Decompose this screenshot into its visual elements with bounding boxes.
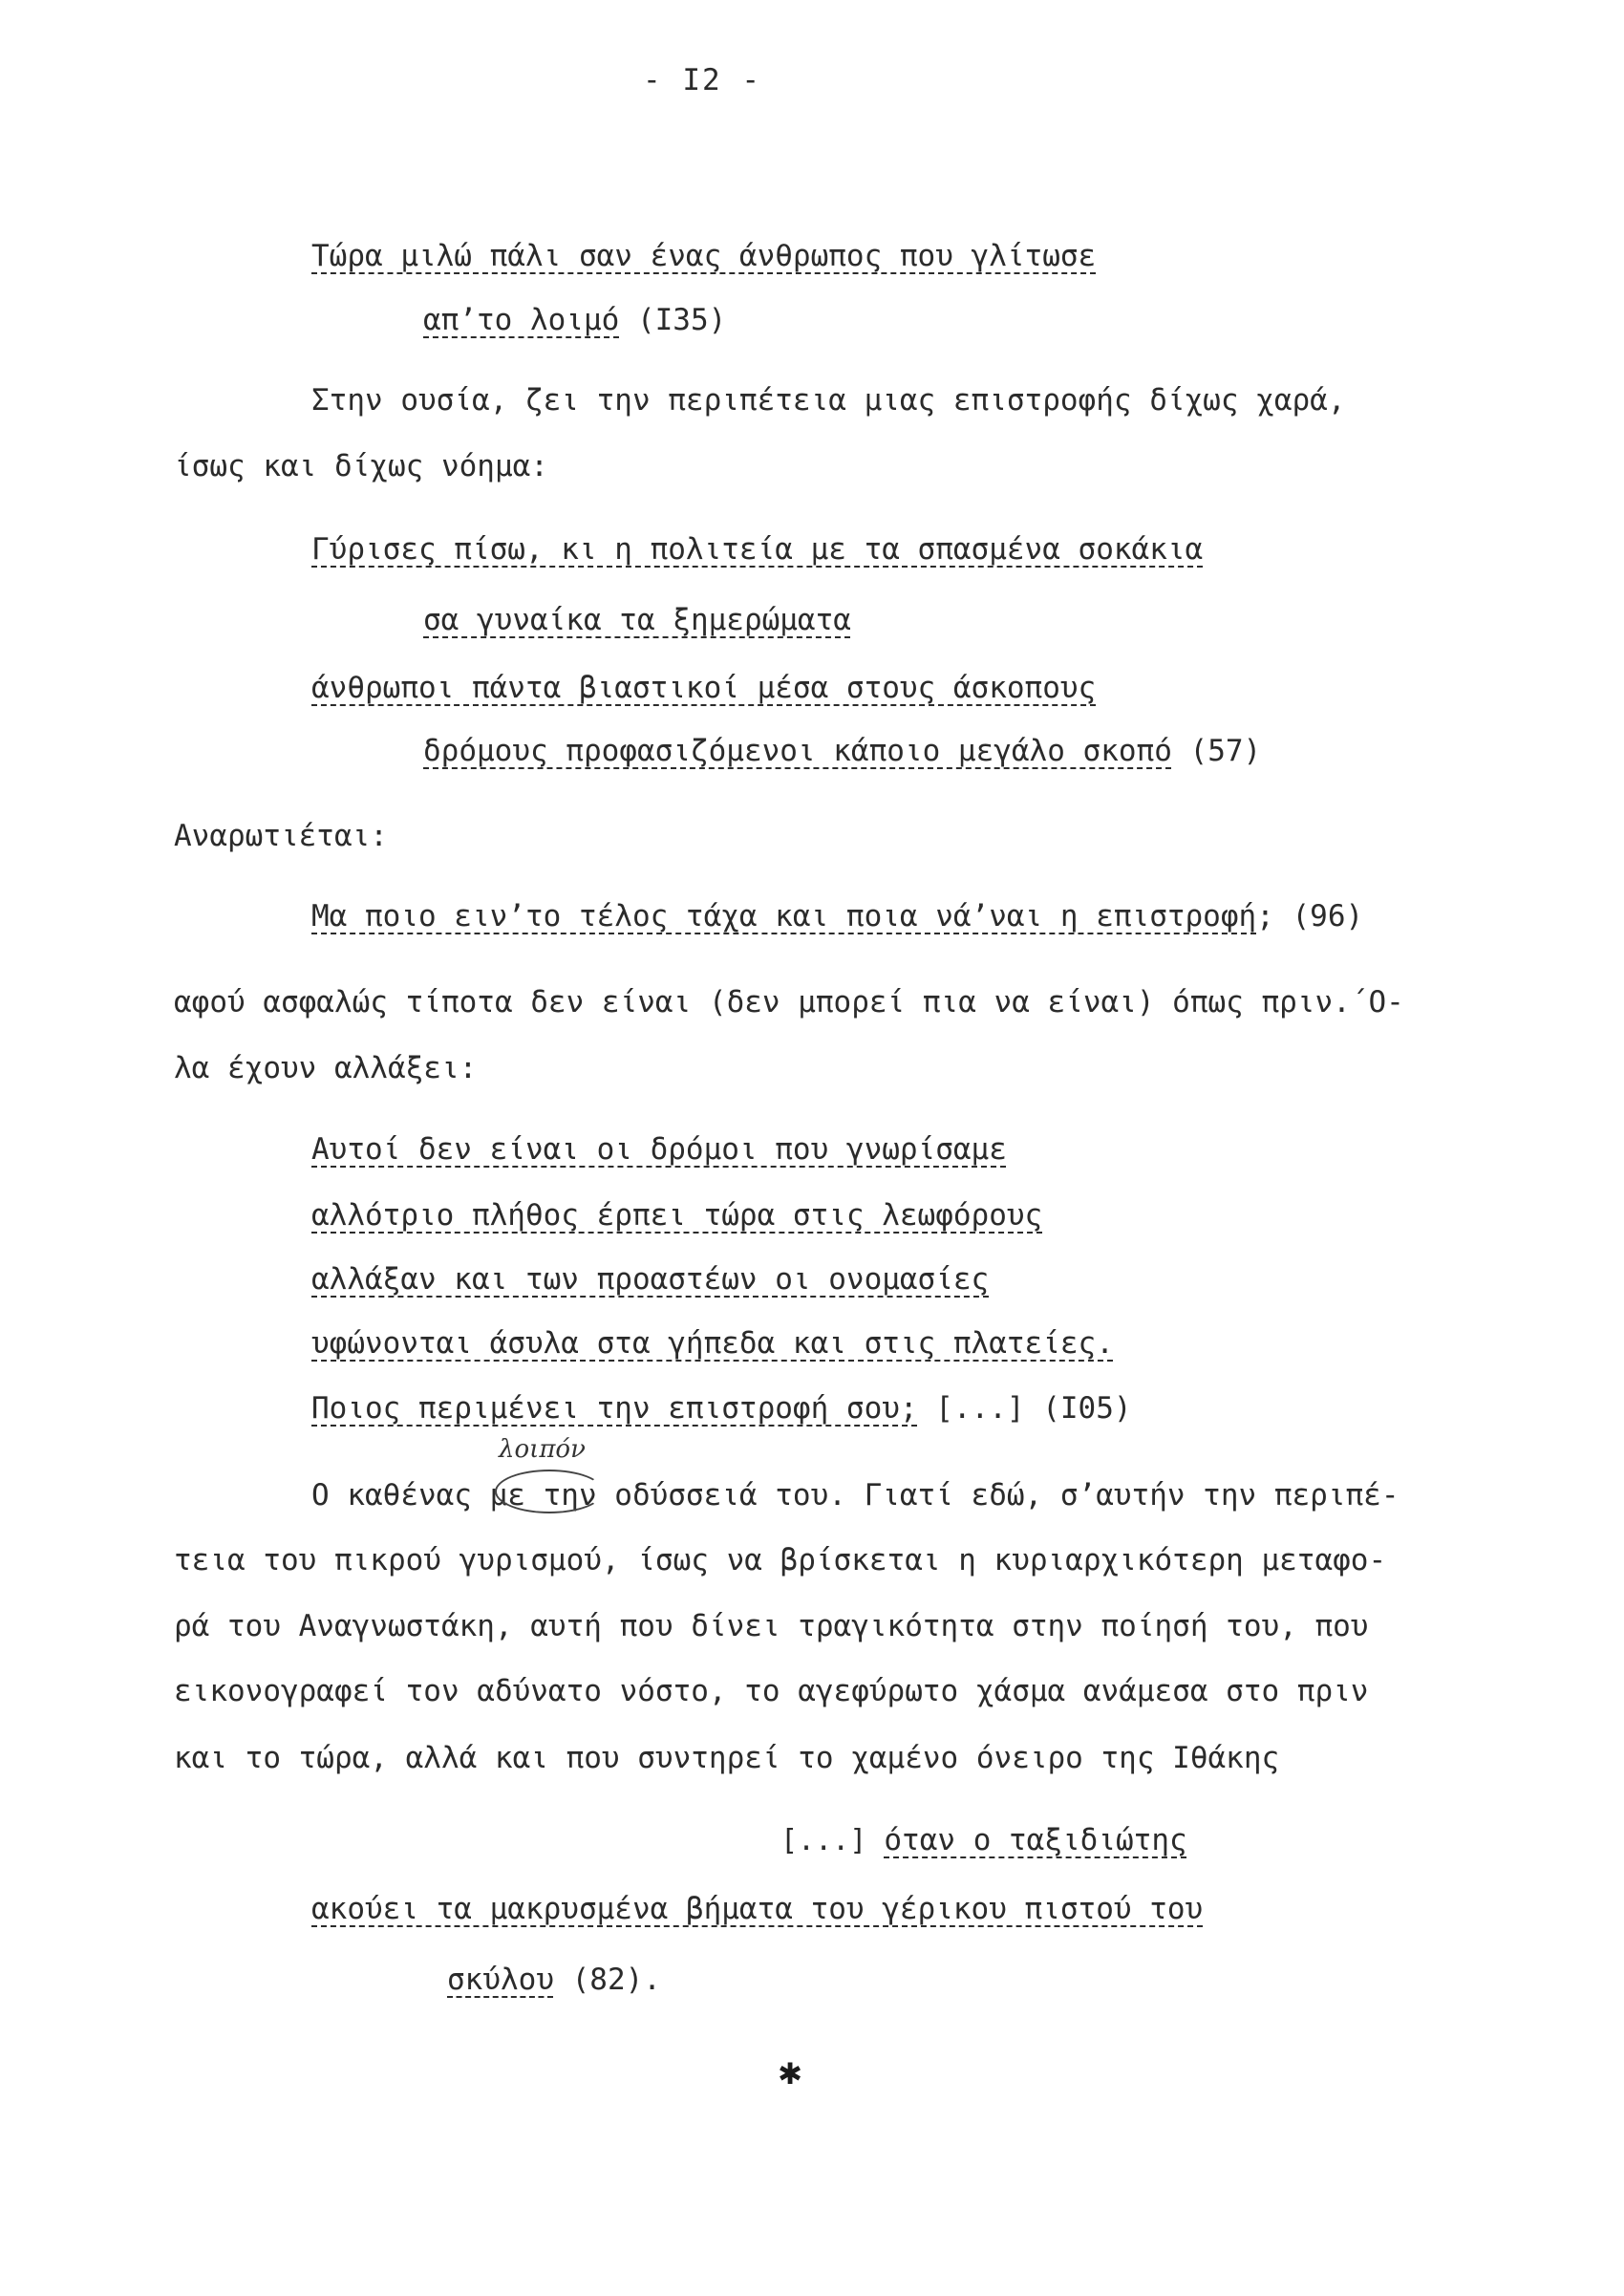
line-text: Αυτοί δεν είναι οι δρόμοι που γνωρίσαμε: [311, 1132, 1007, 1167]
end-mark: ✱: [779, 2049, 802, 2093]
line-l24: [311, 1890, 1203, 1928]
line-l23: [780, 1821, 1187, 1860]
line-l4: [174, 447, 548, 485]
line-suffix: (82).: [553, 1963, 661, 1997]
handwritten-note: λοιπόν: [499, 1435, 586, 1464]
line-text: Αναρωτιέται:: [174, 819, 388, 853]
line-text: Τώρα μιλώ πάλι σαν ένας άνθρωπος που γλίτωσε: [311, 239, 1097, 273]
line-text: τεια του πικρού γυρισμού, ίσως να βρίσκεται η κυριαρχικότερη μεταφο-: [174, 1543, 1387, 1577]
line-text: σκύλου: [447, 1963, 554, 1997]
handwritten-circle: [495, 1470, 604, 1513]
line-l21: [174, 1672, 1368, 1710]
line-text: Ποιος περιμένει την επιστροφή σου;: [311, 1391, 918, 1426]
line-text: υφώνονται άσυλα στα γήπεδα και στις πλατείες.: [311, 1326, 1114, 1361]
line-l11: [174, 983, 1404, 1021]
line-l2: [423, 301, 726, 339]
line-text: και το τώρα, αλλά και που συντηρεί το χαμένο όνειρο της Ιθάκης: [174, 1741, 1280, 1775]
line-text: όταν ο ταξιδιώτης: [884, 1823, 1187, 1857]
line-suffix: (I35): [619, 303, 727, 337]
line-text: ρά του Αναγνωστάκη, αυτή που δίνει τραγικότητα στην ποίησή του, που: [174, 1609, 1369, 1643]
line-l13: [311, 1130, 1007, 1169]
line-text: λα έχουν αλλάξει:: [174, 1051, 478, 1085]
line-text: Γύρισες πίσω, κι η πολιτεία με τα σπασμένα σοκάκια: [311, 532, 1204, 567]
line-text: δρόμους προφασιζόμενοι κάποιο μεγάλο σκοπό: [423, 734, 1172, 768]
line-l16: [311, 1324, 1114, 1363]
line-l12: [174, 1049, 477, 1087]
line-suffix: (57): [1171, 734, 1262, 768]
line-l3: [311, 381, 1346, 419]
line-suffix: [...] (I05): [917, 1391, 1132, 1426]
line-l17: [311, 1389, 1132, 1427]
line-text: αλλάξαν και των προαστέων οι ονομασίες: [311, 1262, 990, 1297]
line-text: ίσως και δίχως νόημα:: [174, 449, 548, 483]
line-suffix: ; (96): [1256, 899, 1364, 933]
line-l25: [447, 1961, 661, 1999]
line-l7: [311, 669, 1096, 707]
line-text: εικονογραφεί τον αδύνατο νόστο, το αγεφύρωτο χάσμα ανάμεσα στο πριν: [174, 1674, 1369, 1708]
line-l15: [311, 1260, 989, 1298]
line-l6: [423, 601, 851, 639]
line-text: αλλότριο πλήθος έρπει τώρα στις λεωφόρους: [311, 1198, 1043, 1233]
page-number: - I2 -: [643, 63, 761, 97]
line-text: απ’το λοιμό: [423, 303, 620, 337]
line-l10: [311, 897, 1363, 935]
line-text: σα γυναίκα τα ξημερώματα: [423, 603, 851, 637]
line-text: ακούει τα μακρυσμένα βήματα του γέρικου πιστού του: [311, 1892, 1204, 1926]
line-text: αφού ασφαλώς τίποτα δεν είναι (δεν μπορεί πια να είναι) όπως πριν.΄Ο-: [174, 985, 1404, 1019]
line-l19: [174, 1541, 1386, 1579]
line-text: Μα ποιο ειν’το τέλος τάχα και ποια νά’ναι η επιστροφή: [311, 899, 1257, 933]
line-l14: [311, 1196, 1042, 1234]
line-l5: [311, 530, 1203, 569]
line-text: Ο καθένας με την οδύσσειά του. Γιατί εδώ, σ’αυτήν την περιπέ-: [311, 1478, 1400, 1513]
line-l8: [423, 732, 1261, 770]
line-text: Στην ουσία, ζει την περιπέτεια μιας επιστροφής δίχως χαρά,: [311, 383, 1346, 418]
line-l1: [311, 237, 1096, 275]
line-l18: [311, 1476, 1399, 1514]
line-l20: [174, 1607, 1368, 1645]
line-text: άνθρωποι πάντα βιαστικοί μέσα στους άσκοπους: [311, 671, 1097, 705]
line-prefix: [...]: [780, 1824, 885, 1857]
line-l22: [174, 1739, 1279, 1777]
line-l9: [174, 817, 388, 855]
